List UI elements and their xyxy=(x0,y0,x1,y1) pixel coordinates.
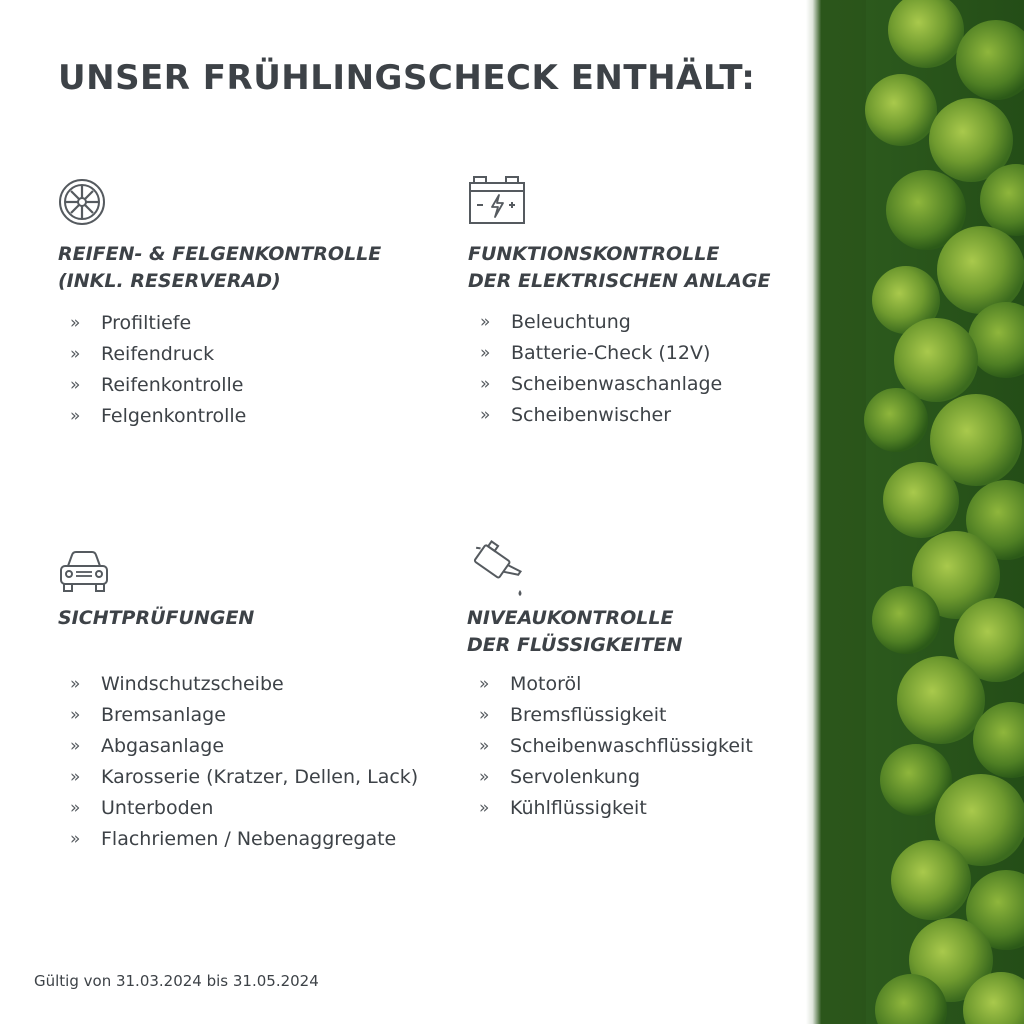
forest-photo xyxy=(806,0,1024,1024)
tire-icon xyxy=(58,178,108,232)
bullet-icon: » xyxy=(70,736,81,756)
bullet-icon: » xyxy=(480,343,491,363)
battery-icon xyxy=(468,175,528,231)
section-fluids: NIVEAUKONTROLLE DER FLÜSSIGKEITEN » Motoröl » Bremsflüssigkeit » Scheibenwaschflüssigkeit » Servolenkung » Kühlflüssigkeit xyxy=(467,538,802,858)
bullet-icon: » xyxy=(479,767,490,787)
heading-line: FUNKTIONSKONTROLLE xyxy=(468,243,720,265)
bullet-icon: » xyxy=(479,736,490,756)
section-heading xyxy=(467,605,682,659)
bullet-icon: » xyxy=(70,406,81,426)
car-icon xyxy=(58,548,110,600)
bullet-icon: » xyxy=(70,313,81,333)
heading-line: REIFEN- & FELGENKONTROLLE xyxy=(58,243,382,265)
section-heading xyxy=(58,605,254,632)
section-tires: REIFEN- & FELGENKONTROLLE (INKL. RESERVERAD) » Profiltiefe » Reifendruck » Reifenkontrolle » Felgenkontrolle xyxy=(58,178,438,438)
bullet-icon: » xyxy=(70,705,81,725)
heading-line: (INKL. RESERVERAD) xyxy=(58,270,281,292)
section-visual: SICHTPRÜFUNGEN » Windschutzscheibe » Bremsanlage » Abgasanlage » Karosserie (Kratzer, Dellen, Lack) » Unterboden » Flachriemen / Nebenaggregate xyxy=(58,548,458,868)
bullet-icon: » xyxy=(70,375,81,395)
bullet-icon: » xyxy=(70,829,81,849)
heading-line: SICHTPRÜFUNGEN xyxy=(58,607,255,629)
oil-can-icon xyxy=(467,538,527,604)
bullet-icon: » xyxy=(479,705,490,725)
bullet-icon: » xyxy=(70,344,81,364)
bullet-icon: » xyxy=(70,767,81,787)
bullet-icon: » xyxy=(480,312,491,332)
bullet-icon: » xyxy=(480,374,491,394)
heading-line: NIVEAUKONTROLLE xyxy=(467,607,674,629)
heading-line: DER ELEKTRISCHEN ANLAGE xyxy=(468,270,771,292)
page-title: UNSER FRÜHLINGSCHECK ENTHÄLT: xyxy=(58,58,756,98)
heading-line: DER FLÜSSIGKEITEN xyxy=(467,634,683,656)
section-electrical: FUNKTIONSKONTROLLE DER ELEKTRISCHEN ANLAGE » Beleuchtung » Batterie-Check (12V) » Scheibenwaschanlage » Scheibenwischer xyxy=(468,175,798,435)
bullet-icon: » xyxy=(479,674,490,694)
bullet-icon: » xyxy=(70,798,81,818)
section-heading xyxy=(468,241,770,295)
section-heading xyxy=(58,241,381,295)
bullet-icon: » xyxy=(70,674,81,694)
bullet-icon: » xyxy=(479,798,490,818)
bullet-icon: » xyxy=(480,405,491,425)
validity-note: Gültig von 31.03.2024 bis 31.05.2024 xyxy=(34,972,319,990)
